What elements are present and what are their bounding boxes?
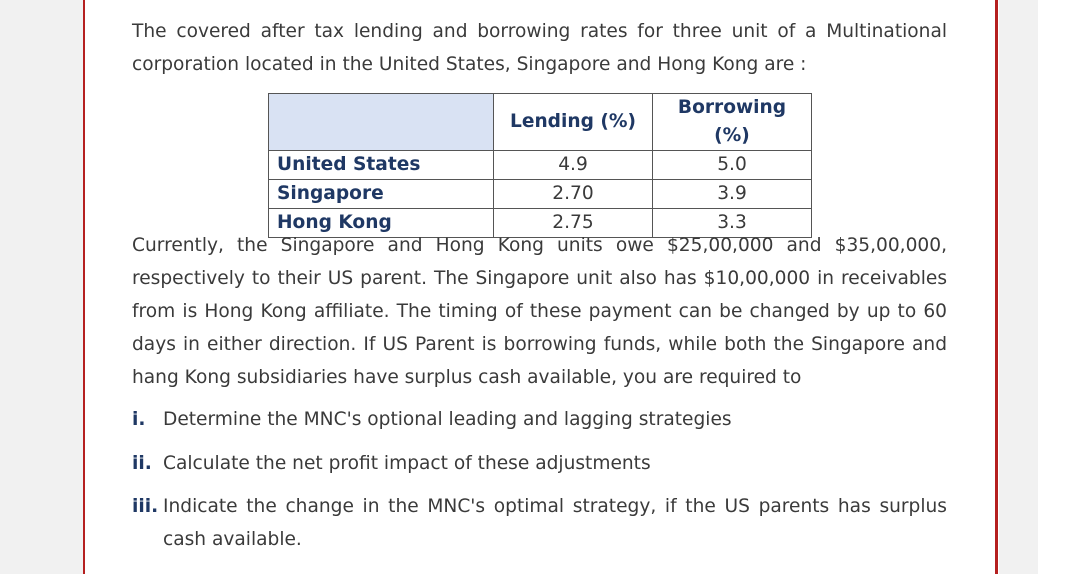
- table-cell-borrowing: 5.0: [653, 151, 812, 180]
- list-item: [132, 447, 947, 480]
- adjacent-page-edge: [1038, 0, 1080, 574]
- list-item-number: i.: [132, 409, 146, 430]
- table-header-lending: Lending (%): [494, 94, 653, 151]
- table-cell-country: Singapore: [269, 180, 494, 209]
- list-item: [132, 490, 947, 550]
- body-paragraph: Currently, the Singapore and Hong Kong units owe $25,00,000 and $35,00,000, respectively to their US parent. The Singapore unit also has $10,00,000 in receivables from is Hong Kong affiliate. The timing of these payment can be changed by up to 60 days in either direction. If US Parent is borrowing funds, while both the Singapore and hang Kong subsidiaries have surplus cash available, you are required to: [132, 235, 947, 388]
- table-row: [269, 180, 812, 209]
- table-header-borrowing: Borrowing (%): [653, 94, 812, 151]
- table-cell-borrowing: 3.9: [653, 180, 812, 209]
- list-item-text: Determine the MNC's optional leading and lagging strategies: [163, 409, 732, 430]
- page-border-left: [83, 0, 85, 574]
- page-border-right: [995, 0, 998, 574]
- list-item-number: iii.: [132, 496, 159, 517]
- list-item-text: Indicate the change in the MNC's optimal strategy, if the US parents has surplus cash available.: [163, 496, 947, 550]
- intro-paragraph: The covered after tax lending and borrowing rates for three unit of a Multinational corporation located in the United States, Singapore and Hong Kong are :: [132, 21, 947, 75]
- rates-table: [268, 93, 812, 238]
- table-cell-lending: 2.70: [494, 180, 653, 209]
- table-cell-country: United States: [269, 151, 494, 180]
- list-item-text: Calculate the net profit impact of these adjustments: [163, 453, 651, 474]
- table-cell-lending: 2.75: [494, 209, 653, 238]
- table-cell-lending: 4.9: [494, 151, 653, 180]
- table-header-row: [269, 94, 812, 151]
- list-item: [132, 403, 947, 436]
- list-item-number: ii.: [132, 453, 152, 474]
- table-row: [269, 151, 812, 180]
- table-cell-country: Hong Kong: [269, 209, 494, 238]
- table-header-corner: [269, 94, 494, 151]
- table-cell-borrowing: 3.3: [653, 209, 812, 238]
